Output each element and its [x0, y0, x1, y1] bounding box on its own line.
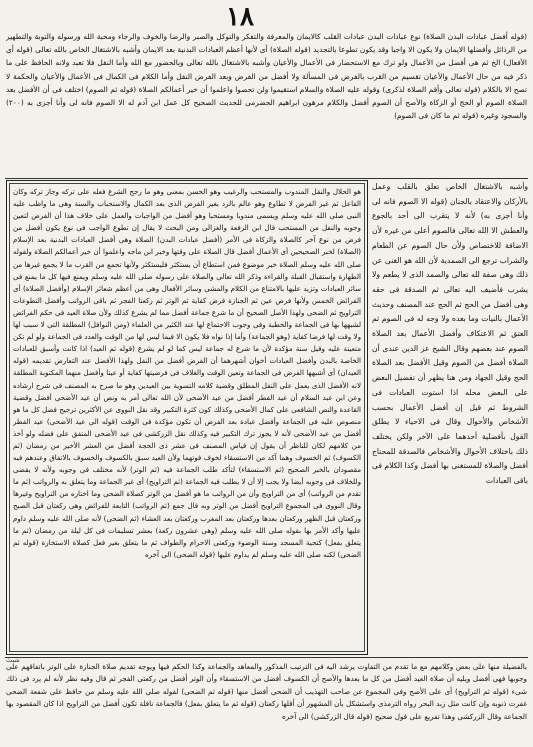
main-text-block — [13, 186, 361, 650]
main-text-body: هو الحلال والنقل المندوب والمستحب والرغيب وهو الحسن بمعنى وهو ما رجح الشرع فعله على تركه وجاز تركه وكان الفاعل ثم غير الفرض لا تطاوع وهو عالم بالرد بغير الفرض الذى بعد الكمال والاستحباب والسنة وهى ما واظب عليه النبى صلى الله عليه وسلم ويسمى مندوبا ومستحبا وهو أفضل من الواجبات والعمل على خلاف هذا أن الفرض لتعين وجوبه والنفل من المستحب قال ابن الرفعة والغزالى ومن البحث لا يقال إن تطوع الواجب فى نوع يكون أفضل من فرض من نوع آخر كالصلاة والزكاة فى الأمر (أفضل عبادات البدن) الصلاة وهى أفضل العبادات البدنية بعد الإسلام (الصلاة) لخبر الصحيحين أى الأعمال أفضل قال الصلاة على وقتها وخبر ابن ماجه واعلموا أن خير أعمالكم الصلاة ولقوله صلى الله عليه وسلم الصلاة خير موضوع فمن استطاع أن يستكثر فليستكثر ولأنها تجمع من القرب ما لا يجمع غيرها من الطهارة واستقبال القبلة والقراءة وذكر الله تعالى والصلاة على رسوله صلى الله عليه وسلم ويمنع فيها كل ما يمنع فى سائر العبادات وتزيد عليها بالامتناع من الكلام والمشى وسائر الأفعال وهى من أعظم شعائر الإسلام (وأفضل الصلاة) أى الفرائض الخمس ولأنها فرض عين ثم الجنازة فرض كفاية ثم الوتر ثم ركعتا الفجر ثم باقى الرواتب وأفضل التطوعات التراويح ثم الضحى ولهذا الأصل الصحيح أن ما شرع جماعة أفضل مما لم يشرع كذلك ولأن صلاة العيد فى حكم الفرائض لشبهها بها فى الجماعة والخطبة وفى وجوب الاجتماع لها عند الكثير من العلماء (ومن النوافل) المطلقة التى لا سبب لها ولا وقت لها فرضا كفاية (وهو الجماعة) وأما إذا نواه فلا يكون الا فيما ليس لها من الوقت والعدد فى الجماعة ولو لم تكن متعينة عليه وقيل سنة مؤكدة لأن ما شرع له جماعة ليس كما لو لم يشرع (قوله ثم العيد) اذا كانت وأسبق للعبادات الخاصة بالبدن وأفضل العبادات أخوان أشهرهما أن الفرض أفضل من النفل ولهذا الأفضل عند التعارض تقديمه (قوله العيدان) أى أشبهها الفرض فى الجماعة وتعين الوقت والغلاف فى فرضيتها كفاية أو عينا وأفضل منهما المكتوبة المطلقة لانه الأفضل الذى يعمل على النفل المطلق وقضية كلامه التسوية بين العيدين وهو ما صرح به المصنف فى شرح ارشاده وعن ابن عبد السلام أن عيد الفطر أفضل من عيد الأضحى لأن الله تعالى أمر به ونص أن عيد الأضحى أفضل وقضية القاعدة والنص الشافعى على كمال الأضحى وكذلك كون كثرة التكبير وقد نقل النووى عن الأكثرين ترجيح فضل كل ما هو منصوص عليه فى الجماعة وأفضل عبادة بعد الفرض أن تكون مؤكدة فى الوقت (قوله الى عيد الأضحى) عيد الفطر أفضل من عيد الأضحى لأنه لا يجوز ترك التكبير فيه وكذلك نقل الزركشى فى عيد الأضحى المتفق على فضله ولو أخذ من كلامهم لكان للناظر أن يقول إن قياس المصنف فى عشر ذى الحجة أفضل من العشر الأخير من رمضان (ثم الكسوف) ثم الخسوف وهما آكد من الاستسقاء لخوف فوتهما ولأن العيد سبق بالكسوف والخسوف بالاتفاق وعندهم فيه مقصودان بالخبر الصحيح (ثم الاستسقاء) لتأكد طلب الجماعة فيه (ثم الوتر) لأنه مختلف فى وجوبه ولأنه لا يقضى وللخلاف فى وجوبه أيضا ولا يجب إلا أن لا يطلب فيه الجماعة (ثم التراويح) أى غير الجماعة وما يتعلق به والرواتب (ثم ما تقدم من الرواتب) أى من التراويح وأن من الرواتب ما هو أفضل من الوتر كصلاة الضحى وما اختاره من التراويح وغيرها وقال النووى فى المجموع التراويح أفضل من الوتر وبه قال جمع (ثم الرواتب) التابعة للفرائض وهى ركعتان قبل الصبح وركعتان قبل الظهر وركعتان بعدها وركعتان بعد المغرب وركعتان بعد العشاء (ثم الضحى) لأنه صلى الله عليه وسلم داوم عليها وأكد الأمر بها بقوله صلى الله عليه وسلم (وهى عشرون ركعة) بعشر تسليمات فى كل ليلة من رمضان (ثم ما يتعلق بفعل) كتحية المسجد وسنة الوضوء وركعتى الاحرام والطواف ثم ما يتعلق بغير فعل كصلاة الاستخارة (قوله ثم الضحى) لكنه صلى الله عليه وسلم لم يداوم عليها (قوله الضحى) الى آخره — [13, 187, 361, 559]
page-number: ١٨ — [226, 2, 254, 32]
bottom-divider — [5, 657, 528, 658]
top-commentary-text: (قوله أفضل عبادات البدن الصلاة) نوع عبادات البدن عبادات القلب كالايمان والمعرفة والتفكر والتوكل والصبر والرضا والخوف والرجاء ومحبة الله ورسوله والتوبة والتطهير من الرذائل وأفضلها الايمان ولا يكون الا واجبا وقد يكون تطوعا بالتجديد (قوله الصلاة) أى لأنها أعظم العبادات البدنية بعد الايمان وأشبه بالاشتغال الخاص بالله تعالى (قوله أى الأفعال) الخ ثم هى أفضل من الأعمال ولو ترك مع الاستحضار فى الأعمال والأعيان وأشبه بالاشتغال بالله تعالى وبالحضور مع الله وأما النفل فلا تعبد ولانه الحافظ على ما ذكر فيه من حال الأعمال والأعيان تقسيم من القرب بالفرض فى المسألة ولا أفضل من الفرض وبعد الفرض النفل وأما الكلام فى الكمال فى الأعمال والأعيان والحكمة لا تصح الا بالكلام (قوله تعالى وأقم الصلاة لذكرى) وقوله عليه الصلاة والسلام استقيموا ولن تحصوا واعلموا أن خير أعمالكم الصلاة (قوله ثم الصوم) اختلف فى أن الأفضل بعد الصلاة الصوم أو الحج أو الزكاة والأصح أن الصوم أفضل والكلام مرهون ابراهيم الحضرمى للحديث الصحيح كل عمل ابن آدم له الا الصوم فانه لى وأنا أجزى به (٢٠٠) والسجود وغيره (قوله ثم ما كان فى الصوم) — [6, 32, 527, 121]
bottom-commentary-text: بالفضيلة منها على بعض وكلامهم مع ما تقدم من التفاوت يرشد اليه فى الترتيب المذكور والمعاهد والجماعة وكذا الحكم فيها ويوجه تقديم صلاة الجنازة على الوتر باتفاقهم على وجوبها فهى أفضل ويليه أن صلاة العيد أفضل من كل ما بعدها والأصح أن الكسوف أفضل من الاستسقاء وأن الوتر أفضل من ركعتى الفجر ثم قال وفيه نظر لأنه لم يرد فى ذلك شىء (قوله ثم التراويح) أى على الأصح وفى المجموع عن صاحب التهذيب أن الضحى أفضل منها (قوله ثم الضحى) لقوله صلى الله عليه وسلم من حافظ على شفعة الضحى غفرت ذنوبه وإن كانت مثل زبد البحر رواه الترمذى واستشكل بأن المشهور أن أقلها ركعتان (قوله ثم ما يتعلق بفعل) فالجماعة نافلة تكون أفضل من التراويح اذا كان المقصود بها الجماعة وقال الزركشى وهذا تفريع على قول صحيح (قوله قال الزركشى) الى آخره — [6, 662, 527, 721]
side-commentary-text: وأشبه بالاشتغال الخاص تعلق بالقلب وعمل بالأركان والاعتقاد بالجنان (قوله الا الصوم فانه لى وأنا أجزى به) لأنه لا يتقرب الى أحد بالجوع والعطش الا الله تعالى فالصوم أعلى من غيره لأن الاضافة للاختصاص ولأن حال الصوم عن الطعام والشراب ترجع الى الصمدية لأن الله هو الغنى عن ذلك وهى صفة لله تعالى والصمد الذى لا يطعم ولا يشرب فأضيف اليه تعالى ثم الصدقة فى حقه وهى أفضل من الحج ثم الحج عند المصنف وحديث الأعمال بالنيات وما بعده ولا وجه له فى الصوم ثم العتق ثم الاعتكاف وأفضل الأعمال بعد الصلاة الصوم عند بعضهم وقال الشيخ عز الدين عندى أن الصلاة أفضل من الصوم وقيل الأفضل بعد الصلاة الحج وقيل الجهاد ومن هنا يظهر أن تفضيل البعض على البعض محله اذا استوت العبادات فى الشروط ثم قيل إن أفضل الأعمال بحسب الأشخاص والأحوال وقال فى الاحياء لا يطلق القول بأفضلية أحدهما على الآخر ولكن يختلف ذلك باختلاف الأحوال والأشخاص فالصدقة للمحتاج أفضل والصلاة للمستغنى بها أفضل وكذا الكلام فى باقى العبادات — [372, 182, 528, 486]
margin-annotation: شبث — [6, 656, 20, 664]
side-commentary-column — [372, 180, 528, 655]
main-text-frame — [6, 180, 368, 655]
top-divider — [5, 178, 528, 179]
top-commentary-block — [6, 30, 527, 176]
bottom-commentary-block — [6, 661, 527, 743]
